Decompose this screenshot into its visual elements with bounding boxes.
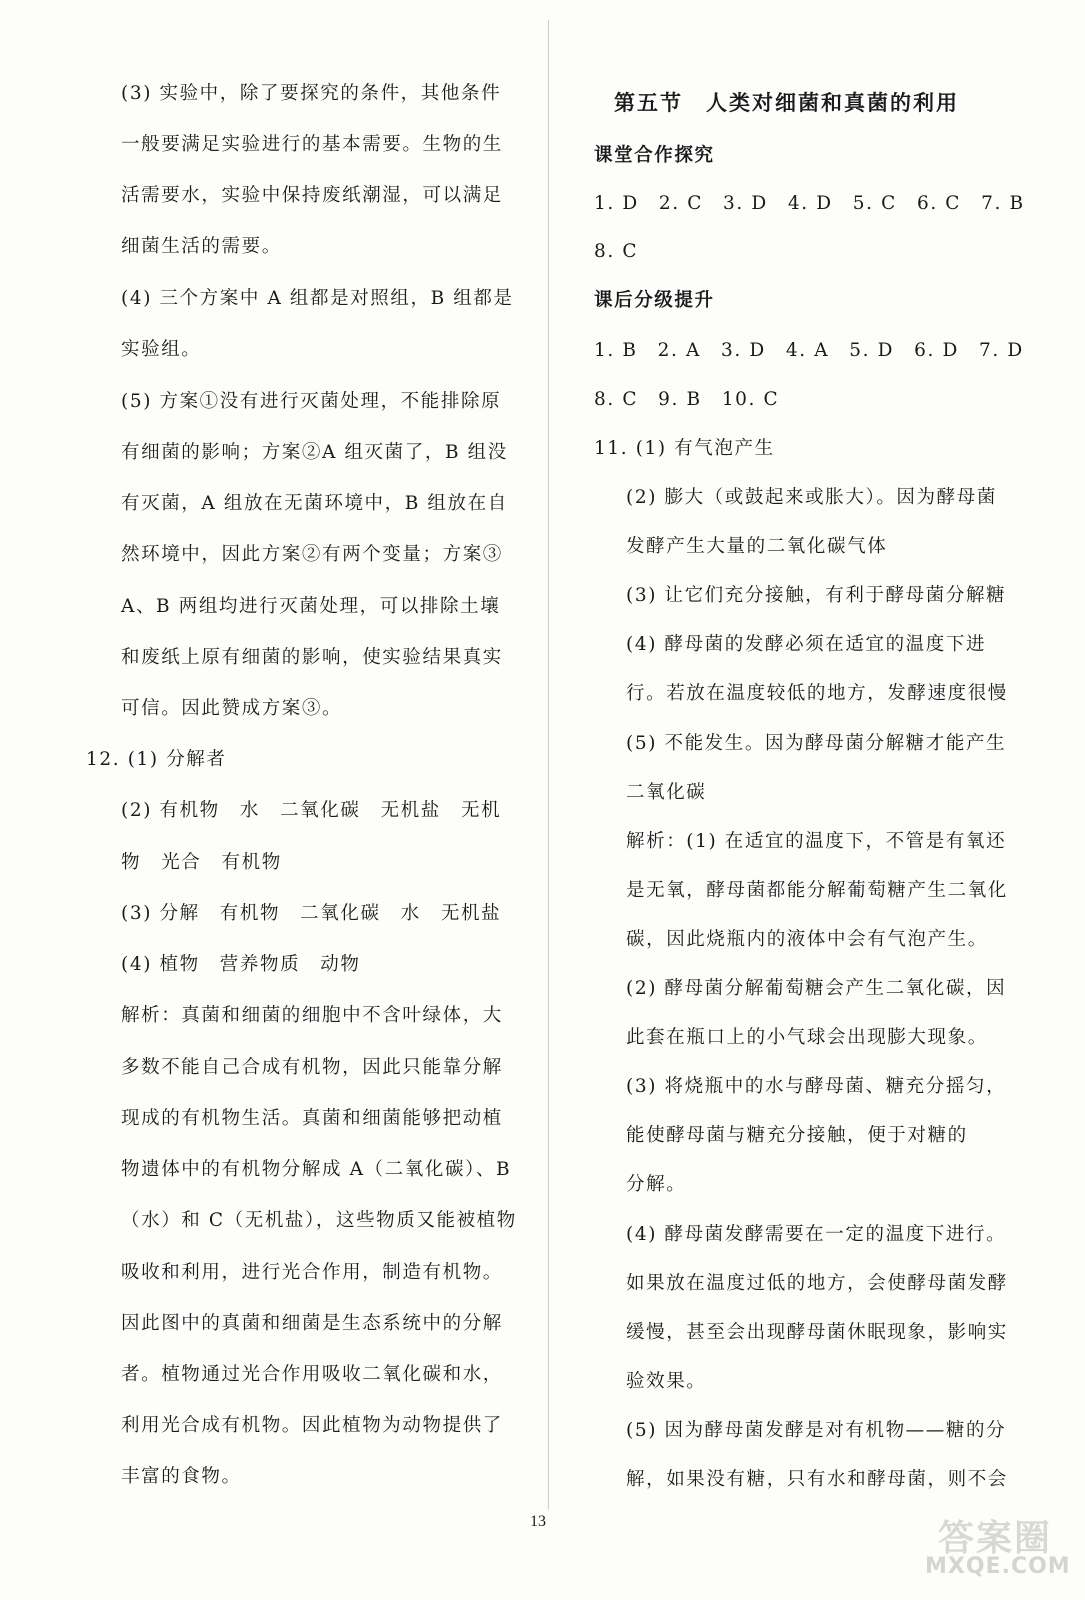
subheading-afterclass: 课后分级提升 xyxy=(594,290,715,311)
text-line: 解析：(1) 在适宜的温度下，不管是有氧还 xyxy=(626,831,1007,852)
text-line: 和废纸上原有细菌的影响，使实验结果真实 xyxy=(121,647,503,668)
text-line: (3) 将烧瓶中的水与酵母菌、糖充分摇匀， xyxy=(626,1076,1007,1097)
subheading-classroom: 课堂合作探究 xyxy=(594,145,715,166)
section-title: 第五节 人类对细菌和真菌的利用 xyxy=(614,90,959,115)
text-line: 碳，因此烧瓶内的液体中会有气泡产生。 xyxy=(626,929,988,950)
text-line: (4) 酵母菌发酵需要在一定的温度下进行。 xyxy=(626,1224,1007,1245)
text-line: 行。若放在温度较低的地方，发酵速度很慢 xyxy=(626,683,1008,704)
text-line: 丰富的食物。 xyxy=(121,1466,242,1487)
text-line: 分解。 xyxy=(626,1174,687,1195)
text-line: (4) 三个方案中 A 组都是对照组，B 组都是 xyxy=(121,288,514,309)
text-line: (4) 植物 营养物质 动物 xyxy=(121,954,361,975)
text-line: (5) 因为酵母菌发酵是对有机物——糖的分 xyxy=(626,1420,1007,1441)
text-line: 然环境中，因此方案②有两个变量；方案③ xyxy=(121,544,503,565)
text-line: (5) 方案①没有进行灭菌处理，不能排除原 xyxy=(121,391,502,412)
text-line: 发酵产生大量的二氧化碳气体 xyxy=(626,536,888,557)
text-line: (5) 不能发生。因为酵母菌分解糖才能产生 xyxy=(626,733,1007,754)
text-line: 利用光合成有机物。因此植物为动物提供了 xyxy=(121,1415,503,1436)
text-line: 多数不能自己合成有机物，因此只能靠分解 xyxy=(121,1057,503,1078)
answer-line: 8. C 9. B 10. C xyxy=(594,389,780,410)
text-line: 实验组。 xyxy=(121,339,202,360)
text-line: 有灭菌，A 组放在无菌环境中，B 组放在自 xyxy=(121,493,508,514)
text-line: (2) 有机物 水 二氧化碳 无机盐 无机 xyxy=(121,800,502,821)
answer-line: 8. C xyxy=(594,241,639,262)
text-line: (2) 酵母菌分解葡萄糖会产生二氧化碳，因 xyxy=(626,978,1007,999)
text-line: 者。植物通过光合作用吸收二氧化碳和水， xyxy=(121,1364,503,1385)
text-line: 现成的有机物生活。真菌和细菌能够把动植 xyxy=(121,1108,503,1129)
text-line: 缓慢，甚至会出现酵母菌休眠现象，影响实 xyxy=(626,1322,1008,1343)
text-line: 如果放在温度过低的地方，会使酵母菌发酵 xyxy=(626,1273,1008,1294)
watermark-text: 答案圈 xyxy=(937,1518,1052,1559)
text-line: 活需要水，实验中保持废纸潮湿，可以满足 xyxy=(121,185,503,206)
text-line: 是无氧，酵母菌都能分解葡萄糖产生二氧化 xyxy=(626,880,1008,901)
answer-line: 1. B 2. A 3. D 4. A 5. D 6. D 7. D xyxy=(594,340,1024,361)
text-line: A、B 两组均进行灭菌处理，可以排除土壤 xyxy=(121,596,501,617)
text-line: (3) 实验中，除了要探究的条件，其他条件 xyxy=(121,83,502,104)
text-line: 能使酵母菌与糖充分接触，便于对糖的 xyxy=(626,1125,968,1146)
text-line: (4) 酵母菌的发酵必须在适宜的温度下进 xyxy=(626,634,987,655)
text-line: 物遗体中的有机物分解成 A（二氧化碳）、B xyxy=(121,1159,512,1180)
watermark-url: MXQE.COM xyxy=(925,1554,1071,1579)
text-line: 可信。因此赞成方案③。 xyxy=(121,698,343,719)
text-line: 解，如果没有糖，只有水和酵母菌，则不会 xyxy=(626,1469,1008,1490)
question-11-line: 11. (1) 有气泡产生 xyxy=(594,438,775,459)
text-line: 有细菌的影响；方案②A 组灭菌了，B 组没 xyxy=(121,442,508,463)
text-line: (3) 分解 有机物 二氧化碳 水 无机盐 xyxy=(121,903,502,924)
text-line: 验效果。 xyxy=(626,1371,707,1392)
column-divider xyxy=(548,20,549,1510)
text-line: 因此图中的真菌和细菌是生态系统中的分解 xyxy=(121,1313,503,1334)
text-line: 一般要满足实验进行的基本需要。生物的生 xyxy=(121,134,503,155)
page-number: 13 xyxy=(530,1513,546,1530)
text-line: 解析：真菌和细菌的细胞中不含叶绿体，大 xyxy=(121,1005,503,1026)
text-line: 二氧化碳 xyxy=(626,782,707,803)
text-line: (2) 膨大（或鼓起来或胀大）。因为酵母菌 xyxy=(626,487,997,508)
watermark-logo xyxy=(925,1510,1071,1584)
text-line: 物 光合 有机物 xyxy=(121,852,282,873)
text-line: 细菌生活的需要。 xyxy=(121,236,282,257)
text-line: (3) 让它们充分接触，有利于酵母菌分解糖 xyxy=(626,585,1007,606)
question-12-line: 12. (1) 分解者 xyxy=(86,749,227,770)
text-line: （水）和 C（无机盐），这些物质又能被植物 xyxy=(121,1210,517,1231)
text-line: 吸收和利用，进行光合作用，制造有机物。 xyxy=(121,1262,503,1283)
answer-line: 1. D 2. C 3. D 4. D 5. C 6. C 7. B xyxy=(594,193,1025,214)
text-line: 此套在瓶口上的小气球会出现膨大现象。 xyxy=(626,1027,988,1048)
